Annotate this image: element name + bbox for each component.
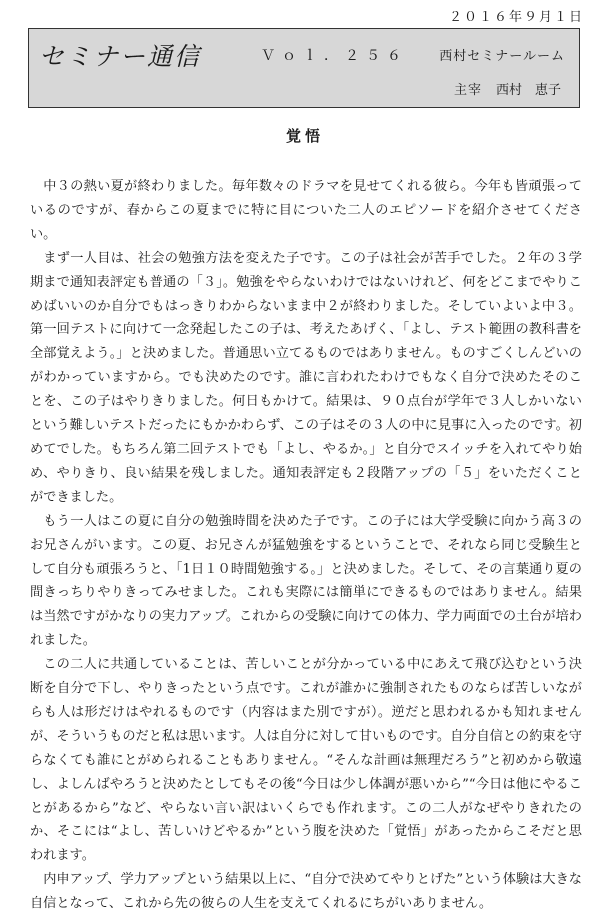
- newsletter-date: ２０１６年９月１日: [448, 10, 584, 25]
- newsletter-title: セミナー通信: [39, 42, 202, 71]
- volume-number: Ｖｏｌ．２５６: [261, 48, 408, 64]
- editor-name: 西村 恵子: [495, 83, 561, 98]
- paragraph: もう一人はこの夏に自分の勉強時間を決めた子です。この子には大学受験に向かう高３のお兄さんがいます。この夏、お兄さんが猛勉強をするということで、それなら同じ受験生として自分も頑張ろうと、「1日１０時間勉強する。」と決めました。そして、その言葉通り夏の間きっちりやりきってみせました。これも実際には簡単にできるものではありません。結果は当然ですがかなりの実力アップ。これからの受験に向けての体力、学力両面での土台が培われました。: [30, 513, 582, 649]
- paragraph: まず一人目は、社会の勉強方法を変えた子です。この子は社会が苦手でした。２年の３学期まで通知表評定も普通の「３」。勉強をやらないわけではないけれど、何をどこまでやりこめばいいのか自分でもはっきりわからないまま中２が終わりました。そしていよいよ中３。第一回テストに向けて一念発起したこの子は、考えたあげく、「よし、テスト範囲の教科書を全部覚えよう。」と決めました。普通思い立てるものではありません。ものすごくしんどいのがわかっていますから。でも決めたのです。誰に言われたわけでもなく自分で決めたそのことを、この子はやりきりました。何日もかけて。結果は、９０点台が学年で３人しかいないという難しいテストだったにもかかわらず、この子はその３人の中に見事に入ったのです。初めてでした。もちろん第二回テストでも「よし、やるか。」と自分でスイッチを入れてやり始め、やりきり、良い結果を残しました。通知表評定も２段階アップの「５」をいただくことができました。: [30, 250, 582, 505]
- organization-name: 西村セミナールーム: [439, 49, 565, 64]
- article-body: [30, 175, 582, 916]
- paragraph: 内申アップ、学力アップという結果以上に、“自分で決めてやりとげた”という体験は大きな自信となって、これから先の彼らの人生を支えてくれるにちがいありません。: [30, 872, 582, 912]
- newsletter-header: [28, 28, 580, 108]
- paragraph: 中３の熱い夏が終わりました。毎年数々のドラマを見せてくれる彼ら。今年も皆頑張っているのですが、春からこの夏までに特に目についた二人のエピソードを紹介させてください。: [30, 179, 582, 242]
- editor-role: 主宰: [453, 83, 482, 98]
- paragraph: この二人に共通していることは、苦しいことが分かっている中にあえて飛び込むという決断を自分で下し、やりきったという点です。これが誰かに強制されたものならば苦しいながらも人は形だけはやれるものです（内容はまた別ですが）。逆だと思われるかも知れませんが、そういうものだと私は思います。人は自分に対して甘いものです。自分自信との約束を守らなくても誰にとがめられることもありません。“そんな計画は無理だろう”と初めから敬遠し、よしんばやろうと決めたとしてもその後“今日は少し体調が悪いから”“今日は他にやることがあるから”など、やらない言い訳はいくらでも作れます。この二人がなぜやりきれたのか、そこには“よし、苦しいけどやるか”という腹を決めた「覚悟」があったからこそだと思われます。: [30, 657, 582, 864]
- editor-line: [454, 79, 561, 98]
- article-title: 覚悟: [285, 127, 324, 145]
